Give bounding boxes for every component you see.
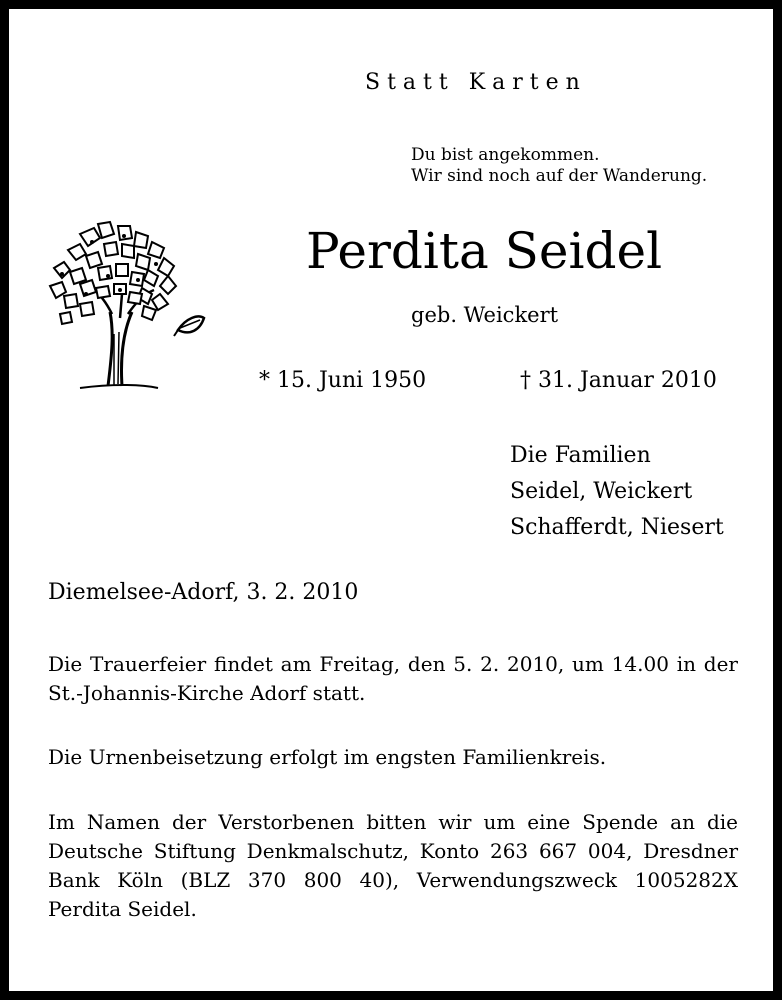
quote-line: Wir sind noch auf der Wanderung. bbox=[411, 166, 708, 186]
death-date: † 31. Januar 2010 bbox=[520, 368, 717, 393]
donation-paragraph: Im Namen der Verstorbenen bitten wir um eine Spende an die Deutsche Stiftung Denkmalschutz, Konto 263 667 004, Dresdner Bank Köln (BLZ 370 800 40), Verwendungszweck 1005282X Perdita Seidel. bbox=[48, 810, 738, 921]
header-statt-karten: Statt Karten bbox=[365, 70, 587, 95]
tree-with-falling-leaf-icon bbox=[40, 214, 215, 396]
family-line: Die Familien bbox=[510, 443, 651, 468]
quote-line: Du bist angekommen. bbox=[411, 145, 600, 165]
bereaved-families bbox=[510, 438, 724, 546]
deceased-name: Perdita Seidel bbox=[306, 222, 663, 280]
quote bbox=[411, 145, 707, 187]
urn-paragraph: Die Urnenbeisetzung erfolgt im engsten Familienkreis. bbox=[48, 745, 607, 769]
place-and-date: Diemelsee-Adorf, 3. 2. 2010 bbox=[48, 580, 359, 605]
family-line: Schafferdt, Niesert bbox=[510, 515, 724, 540]
birth-date: * 15. Juni 1950 bbox=[259, 368, 427, 393]
family-line: Seidel, Weickert bbox=[510, 479, 693, 504]
funeral-paragraph: Die Trauerfeier findet am Freitag, den 5. 2. 2010, um 14.00 in der St.-Johannis-Kirche Adorf statt. bbox=[48, 652, 738, 705]
birth-name: geb. Weickert bbox=[411, 303, 559, 327]
